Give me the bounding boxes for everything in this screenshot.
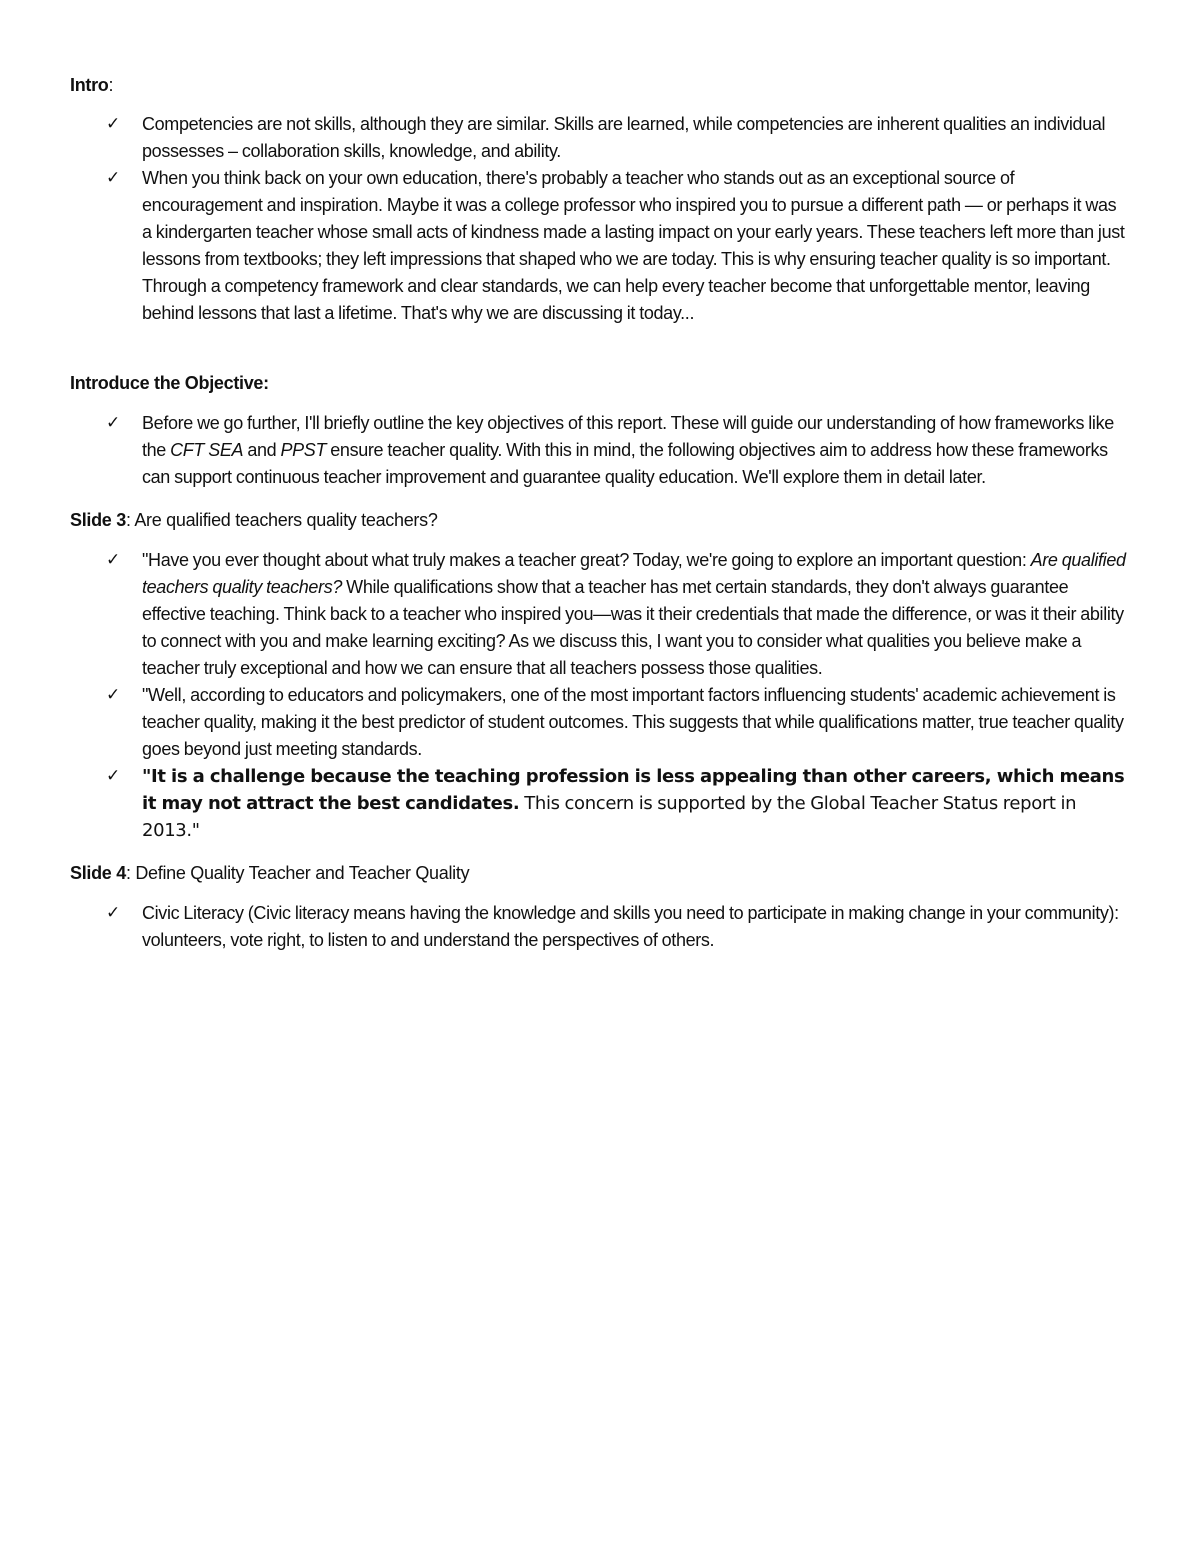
slide3-heading: Slide 3: Are qualified teachers quality teachers?: [70, 510, 438, 530]
list-item: ✓ Before we go further, I'll briefly outline the key objectives of this report. These will guide our understanding of how frameworks like the CFT SEA and PPST ensure teacher quality. With this in mind, the following objectives aim to address how these frameworks can support continuous teacher improvement and guarantee quality education. We'll explore them in detail later.: [70, 410, 1130, 491]
list-item: ✓ Competencies are not skills, although they are similar. Skills are learned, while competencies are inherent qualities an individual possesses – collaboration skills, knowledge, and ability.: [70, 111, 1130, 165]
checkmark-icon: ✓: [106, 550, 120, 570]
objective-list: [70, 410, 1130, 491]
slide3-list: [70, 547, 1130, 844]
list-item: ✓ "Well, according to educators and policymakers, one of the most important factors influencing students' academic achievement is teacher quality, making it the best predictor of student outcomes. This suggests that while qualifications matter, true teacher quality goes beyond just meeting standards.: [70, 682, 1130, 763]
checkmark-icon: ✓: [106, 168, 120, 188]
slide4-heading: Slide 4: Define Quality Teacher and Teacher Quality: [70, 863, 470, 883]
checkmark-icon: ✓: [106, 685, 120, 705]
intro-heading: Intro:: [70, 75, 114, 95]
checkmark-icon: ✓: [106, 903, 120, 923]
list-item: ✓ "It is a challenge because the teaching profession is less appealing than other careers, which means it may not attract the best candidates. This concern is supported by the Global Teacher Status report in 2013.": [70, 763, 1130, 844]
checkmark-icon: ✓: [106, 114, 120, 134]
list-item: ✓ "Have you ever thought about what truly makes a teacher great? Today, we're going to explore an important question: Are qualified teachers quality teachers? While qualifications show that a teacher has met certain standards, they don't always guarantee effective teaching. Think back to a teacher who inspired you—was it their credentials that made the difference, or was it their ability to connect with you and make learning exciting? As we discuss this, I want you to consider what qualities you believe make a teacher truly exceptional and how we can ensure that all teachers possess those qualities.: [70, 547, 1130, 682]
checkmark-icon: ✓: [106, 766, 120, 786]
intro-list: [70, 111, 1130, 327]
slide4-list: [70, 900, 1130, 954]
objective-heading: Introduce the Objective:: [70, 373, 269, 393]
list-item: ✓ Civic Literacy (Civic literacy means having the knowledge and skills you need to participate in making change in your community): volunteers, vote right, to listen to and understand the perspectives of others.: [70, 900, 1130, 954]
checkmark-icon: ✓: [106, 413, 120, 433]
list-item: ✓ When you think back on your own education, there's probably a teacher who stands out as an exceptional source of encouragement and inspiration. Maybe it was a college professor who inspired you to pursue a different path — or perhaps it was a kindergarten teacher whose small acts of kindness made a lasting impact on your early years. These teachers left more than just lessons from textbooks; they left impressions that shaped who we are today. This is why ensuring teacher quality is so important. Through a competency framework and clear standards, we can help every teacher become that unforgettable mentor, leaving behind lessons that last a lifetime. That's why we are discussing it today...: [70, 165, 1130, 327]
